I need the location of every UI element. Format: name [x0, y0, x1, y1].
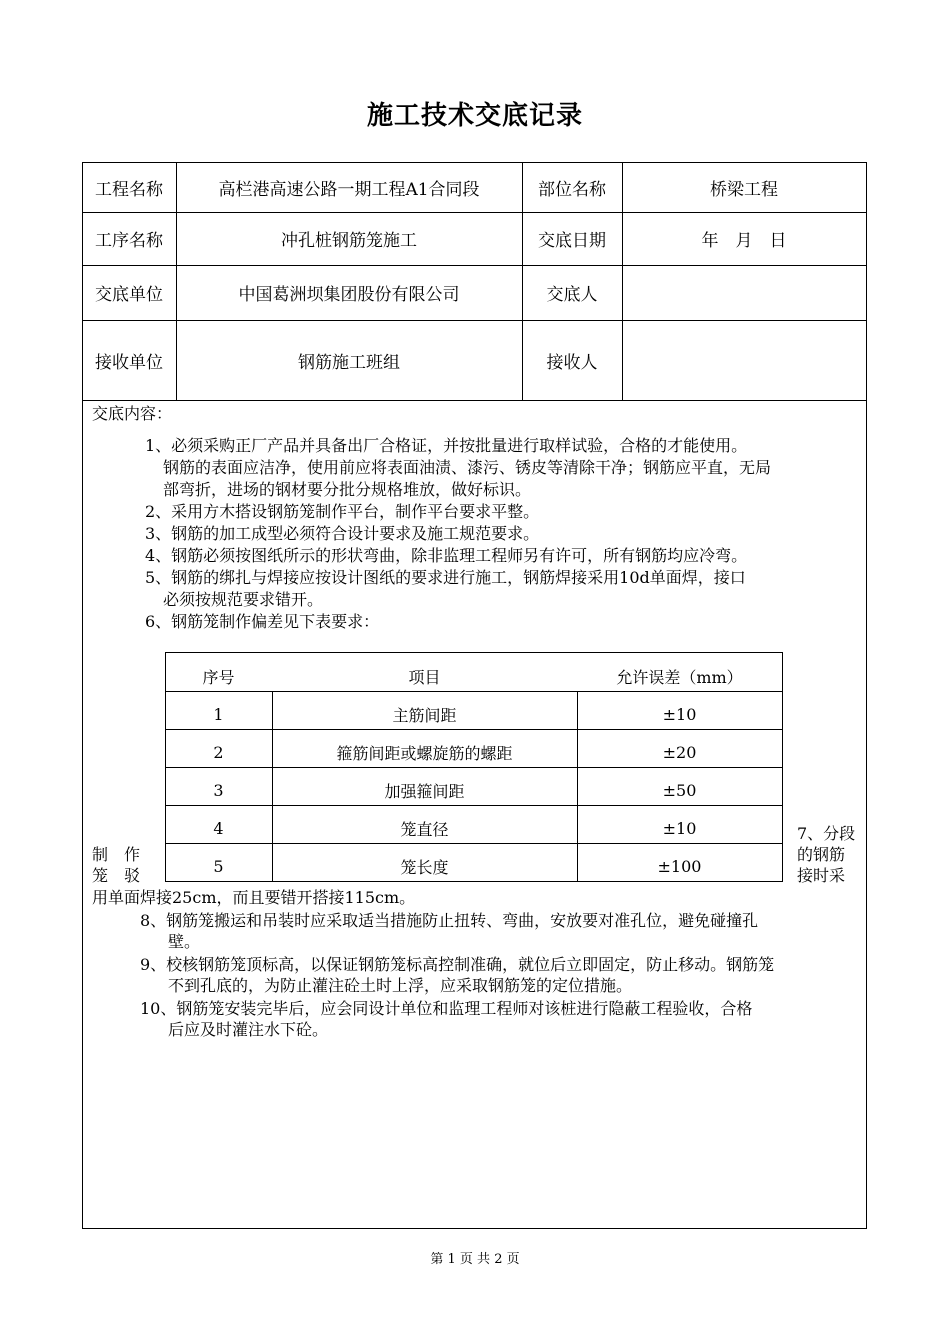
wrap-text-left: 笼 驳	[92, 866, 141, 885]
content-line: 9、校核钢筋笼顶标高，以保证钢筋笼标高控制准确，就位后立即固定，防止移动。钢筋笼	[140, 955, 775, 974]
label-handover-date: 交底日期	[538, 231, 606, 251]
value-process-name: 冲孔桩钢筋笼施工	[281, 231, 417, 251]
wrap-text-right: 7、分段	[797, 824, 856, 843]
document-title: 施工技术交底记录	[366, 101, 583, 131]
content-line: 不到孔底的，为防止灌注砼土时上浮，应采取钢筋笼的定位措施。	[168, 976, 633, 995]
table-cell-tolerance: ±10	[662, 819, 697, 838]
page-number: 第 1 页 共 2 页	[430, 1252, 520, 1267]
table-row-line	[165, 729, 783, 730]
table-border	[165, 652, 783, 653]
table-border	[782, 652, 783, 882]
table-cell-tolerance: ±100	[657, 857, 702, 876]
content-line: 5、钢筋的绑扎与焊接应按设计图纸的要求进行施工，钢筋焊接采用10d单面焊，接口	[145, 568, 746, 587]
content-line: 10、钢筋笼安装完毕后，应会同设计单位和监理工程师对该桩进行隐蔽工程验收，合格	[140, 999, 753, 1018]
table-cell-index: 5	[213, 857, 224, 876]
value-section-name: 桥梁工程	[710, 179, 778, 200]
table-cell-index: 4	[213, 819, 224, 838]
wrap-text-right: 接时采	[797, 866, 846, 885]
label-project-name: 工程名称	[95, 179, 163, 200]
table-cell-item: 加强箍间距	[384, 782, 465, 801]
content-line: 后应及时灌注水下砼。	[168, 1020, 329, 1039]
row-divider	[82, 400, 867, 401]
content-line: 部弯折，进场的钢材要分批分规格堆放，做好标识。	[163, 480, 532, 499]
frame-bottom-border	[82, 1228, 867, 1229]
frame-right-border	[866, 162, 867, 1229]
value-receiving-unit: 钢筋施工班组	[298, 352, 400, 373]
table-cell-tolerance: ±10	[662, 705, 697, 724]
wrap-text-right: 的钢筋	[797, 845, 846, 864]
value-project-name: 高栏港高速公路一期工程A1合同段	[218, 179, 480, 200]
table-cell-item: 主筋间距	[392, 706, 457, 725]
table-row-line	[165, 843, 783, 844]
content-heading: 交底内容：	[92, 404, 173, 423]
label-receiver: 接收人	[546, 352, 598, 373]
content-line: 8、钢筋笼搬运和吊装时应采取适当措施防止扭转、弯曲，安放要对准孔位，避免碰撞孔	[140, 911, 759, 930]
table-cell-item: 箍筋间距或螺旋筋的螺距	[336, 744, 513, 763]
content-line: 钢筋的表面应洁净，使用前应将表面油渍、漆污、锈皮等清除干净；钢筋应平直，无局	[163, 458, 772, 477]
table-cell-index: 2	[213, 743, 224, 762]
content-line: 3、钢筋的加工成型必须符合设计要求及施工规范要求。	[145, 524, 540, 543]
label-receiving-unit: 接收单位	[95, 352, 163, 373]
table-header-item: 项目	[408, 667, 441, 687]
table-header-tolerance: 允许误差（mm）	[616, 667, 743, 687]
table-border	[165, 881, 783, 882]
value-handover-person	[622, 265, 866, 320]
label-section-name: 部位名称	[538, 179, 606, 200]
table-cell-tolerance: ±20	[662, 743, 697, 762]
label-handover-unit: 交底单位	[95, 285, 163, 305]
table-row-line	[165, 767, 783, 768]
label-handover-person: 交底人	[546, 285, 598, 305]
content-line: 4、钢筋必须按图纸所示的形状弯曲，除非监理工程师另有许可，所有钢筋均应冷弯。	[145, 546, 748, 565]
value-handover-unit: 中国葛洲坝集团股份有限公司	[238, 285, 460, 305]
content-line: 2、采用方木搭设钢筋笼制作平台，制作平台要求平整。	[145, 502, 540, 521]
label-process-name: 工序名称	[95, 231, 163, 251]
table-cell-item: 笼长度	[400, 858, 449, 877]
table-cell-index: 3	[213, 781, 224, 800]
table-row-line	[165, 691, 783, 692]
value-receiver	[622, 320, 866, 400]
content-line: 6、钢筋笼制作偏差见下表要求：	[145, 612, 380, 631]
content-line: 壁。	[168, 932, 201, 951]
table-header-index: 序号	[202, 667, 235, 687]
content-line: 必须按规范要求错开。	[163, 590, 324, 609]
table-cell-tolerance: ±50	[662, 781, 697, 800]
content-line: 1、必须采购正厂产品并具备出厂合格证，并按批量进行取样试验，合格的才能使用。	[145, 436, 748, 455]
wrap-text-left: 制 作	[92, 845, 141, 864]
table-row-line	[165, 805, 783, 806]
value-handover-date: 年 月 日	[701, 231, 787, 251]
table-cell-item: 笼直径	[400, 820, 449, 839]
table-cell-index: 1	[213, 705, 224, 724]
content-line: 用单面焊接25cm，而且要错开搭接115cm。	[92, 888, 416, 907]
